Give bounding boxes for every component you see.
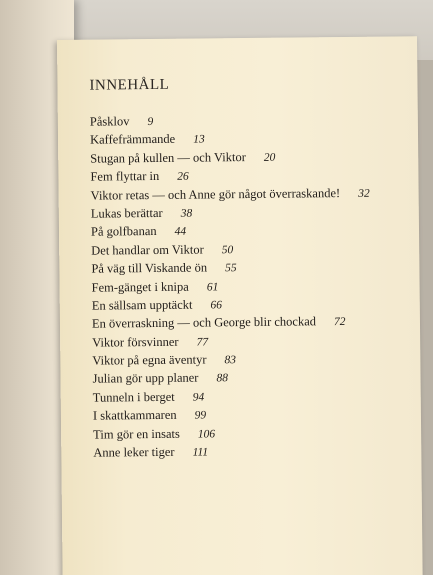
toc-entry-title: Tim gör en insats xyxy=(93,426,180,442)
toc-entry-page-number: 83 xyxy=(224,354,237,367)
toc-entry-page-number: 26 xyxy=(177,170,189,183)
toc-entry-page-number: 106 xyxy=(197,428,216,441)
toc-entry-page-number: 94 xyxy=(192,391,205,404)
toc-entry-title: En överraskning — och George blir chockad xyxy=(91,314,317,331)
toc-entry-page-number: 13 xyxy=(193,133,205,146)
toc-entry-page-number: 61 xyxy=(206,280,219,293)
toc-entry-page-number: 44 xyxy=(174,226,187,239)
toc-entry-page-number: 111 xyxy=(192,446,209,459)
toc-entry-title: Påsklov xyxy=(89,114,130,129)
toc-entry-title: En sällsam upptäckt xyxy=(91,297,193,313)
toc-entry-page-number: 72 xyxy=(333,316,346,329)
toc-entry-page-number: 66 xyxy=(210,299,223,312)
toc-entry-title: Viktor på egna äventyr xyxy=(92,352,207,368)
toc-entry-title: I skattkammaren xyxy=(92,408,177,423)
toc-entry-title: Det handlar om Viktor xyxy=(91,242,204,258)
toc-entry-title: Fem flyttar in xyxy=(90,169,160,184)
toc-entry-title: Fem-gänget i knipa xyxy=(91,279,189,295)
toc-entry xyxy=(92,312,371,333)
toc-entry-title: Tunneln i berget xyxy=(92,389,175,405)
toc-entry-title: På golfbanan xyxy=(90,224,157,239)
toc-entry-page-number: 88 xyxy=(216,372,229,385)
table-of-contents xyxy=(90,110,373,462)
toc-entry-page-number: 50 xyxy=(221,243,234,257)
toc-entry-page-number: 38 xyxy=(180,207,193,220)
toc-entry-title: Lukas berättar xyxy=(90,205,163,221)
book-page xyxy=(57,36,423,575)
toc-entry-page-number: 55 xyxy=(225,262,237,275)
toc-entry-page-number: 20 xyxy=(263,151,276,164)
toc-entry-page-number: 9 xyxy=(147,115,154,129)
toc-entry-title: Anne leker tiger xyxy=(93,444,175,460)
toc-entry-title: Kaffefrämmande xyxy=(89,132,176,148)
toc-entry-page-number: 99 xyxy=(194,409,207,422)
toc-entry-title: Viktor försvinner xyxy=(92,334,179,350)
toc-entry-page-number: 77 xyxy=(196,336,209,349)
toc-entry-title: Viktor retas — och Anne gör något överraskande! xyxy=(90,185,341,203)
toc-entry xyxy=(91,183,370,204)
page-title: INNEHÅLL xyxy=(89,76,170,94)
toc-entry xyxy=(93,441,372,462)
toc-entry-page-number: 32 xyxy=(358,187,370,200)
toc-entry-title: Stugan på kullen — och Viktor xyxy=(90,149,246,166)
toc-entry-title: På väg till Viskande ön xyxy=(91,260,208,276)
toc-entry-title: Julian gör upp planer xyxy=(92,371,199,387)
